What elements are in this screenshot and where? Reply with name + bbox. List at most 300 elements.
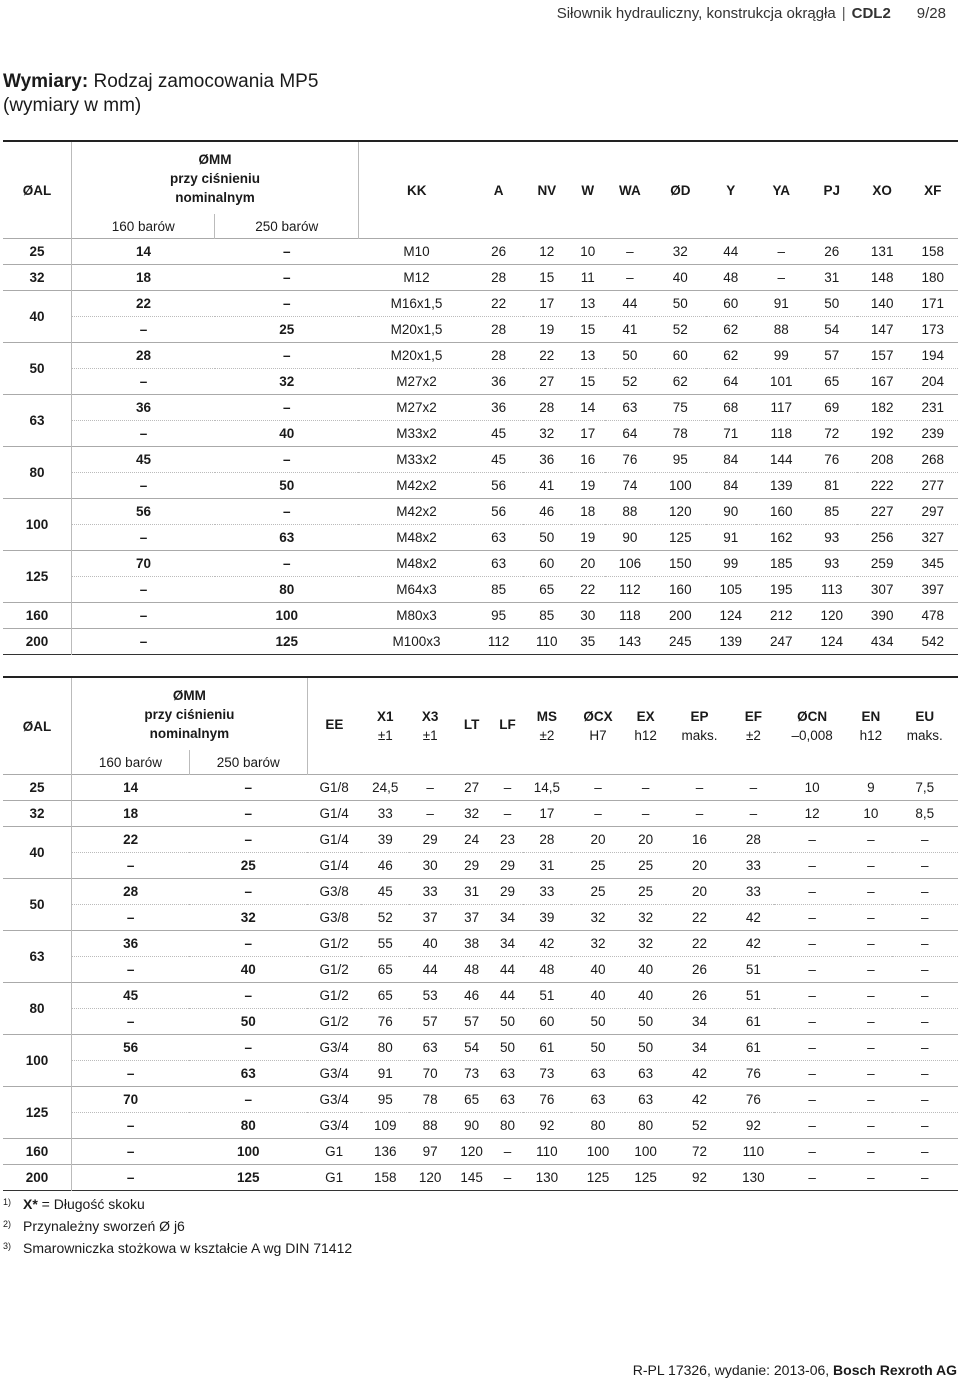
cell: – <box>215 551 358 577</box>
title-subline: (wymiary w mm) <box>3 95 142 116</box>
cell: 125 <box>625 1165 666 1191</box>
cell: 12 <box>523 239 571 265</box>
col-name: ØCN <box>797 709 828 724</box>
cell: – <box>892 1113 958 1139</box>
cell: 27 <box>451 775 492 801</box>
cell-al: 50 <box>3 879 72 931</box>
footer-brand: Bosch Rexroth AG <box>833 1362 957 1378</box>
cell: 33 <box>733 879 774 905</box>
cell: 63 <box>625 1087 666 1113</box>
cell: 44 <box>409 957 450 983</box>
cell: – <box>850 1035 891 1061</box>
cell: – <box>72 1165 190 1191</box>
cell: 85 <box>806 499 856 525</box>
cell: 32 <box>625 931 666 957</box>
cell: 53 <box>409 983 450 1009</box>
cell: – <box>892 905 958 931</box>
cell: – <box>72 1139 190 1165</box>
cell: – <box>625 775 666 801</box>
header-row <box>3 141 958 214</box>
cell: 14,5 <box>523 775 571 801</box>
cell: – <box>892 853 958 879</box>
cell: 10 <box>774 775 850 801</box>
header-col: XF <box>924 182 942 198</box>
cell: 70 <box>72 551 215 577</box>
cell: 65 <box>451 1087 492 1113</box>
cell: 51 <box>733 957 774 983</box>
cell: 48 <box>523 957 571 983</box>
cell: – <box>571 775 625 801</box>
cell: – <box>892 1035 958 1061</box>
cell: 185 <box>756 551 806 577</box>
cell: 95 <box>361 1087 409 1113</box>
cell: 28 <box>523 395 571 421</box>
cell: 109 <box>361 1113 409 1139</box>
cell: – <box>850 1139 891 1165</box>
cell: 46 <box>523 499 571 525</box>
cell: 80 <box>189 1113 307 1139</box>
header-mm <box>72 141 359 214</box>
cell: 12 <box>774 801 850 827</box>
footnote <box>3 1215 352 1237</box>
cell: 167 <box>857 369 907 395</box>
cell: 50 <box>655 291 705 317</box>
cell: M48x2 <box>358 551 474 577</box>
header-mm-line: przy ciśnieniu <box>169 170 260 186</box>
section-title <box>3 70 318 118</box>
cell: 28 <box>474 343 522 369</box>
cell: 22 <box>571 577 605 603</box>
page-footer <box>633 1362 957 1378</box>
cell: 48 <box>451 957 492 983</box>
cell: 13 <box>571 343 605 369</box>
cell: G1/2 <box>307 983 361 1009</box>
cell: 130 <box>523 1165 571 1191</box>
cell: G3/4 <box>307 1061 361 1087</box>
cell: 277 <box>907 473 958 499</box>
cell: 38 <box>451 931 492 957</box>
cell-al: 25 <box>3 775 72 801</box>
cell: 32 <box>523 421 571 447</box>
header-row <box>3 677 958 750</box>
cell: 100 <box>189 1139 307 1165</box>
cell: G3/8 <box>307 905 361 931</box>
cell: 204 <box>907 369 958 395</box>
cell: M42x2 <box>358 499 474 525</box>
cell: – <box>774 879 850 905</box>
cell: – <box>215 343 358 369</box>
cell: 145 <box>451 1165 492 1191</box>
cell: 22 <box>666 905 732 931</box>
cell: 93 <box>806 551 856 577</box>
cell: – <box>215 239 358 265</box>
cell: – <box>189 983 307 1009</box>
cell: 208 <box>857 447 907 473</box>
table-row <box>3 265 958 291</box>
cell: 148 <box>857 265 907 291</box>
cell: – <box>189 879 307 905</box>
cell: 118 <box>605 603 655 629</box>
header-mm-line: nominalnym <box>149 725 230 741</box>
cell: 64 <box>706 369 756 395</box>
cell: 542 <box>907 629 958 655</box>
cell: 54 <box>806 317 856 343</box>
table-row <box>3 1087 958 1113</box>
col-name: EN <box>861 709 881 724</box>
cell: 100 <box>655 473 705 499</box>
cell: 25 <box>571 879 625 905</box>
cell: 76 <box>806 447 856 473</box>
header-160: 160 barów <box>72 750 190 775</box>
cell: 26 <box>474 239 522 265</box>
header-col: W <box>581 182 595 198</box>
cell: – <box>774 1009 850 1035</box>
cell: 62 <box>706 317 756 343</box>
cell: – <box>850 983 891 1009</box>
cell: – <box>892 1009 958 1035</box>
cell: G1/8 <box>307 775 361 801</box>
cell: – <box>774 1139 850 1165</box>
cell: 80 <box>492 1113 522 1139</box>
table-row <box>3 827 958 853</box>
cell: – <box>215 265 358 291</box>
cell: 95 <box>655 447 705 473</box>
cell: – <box>892 1165 958 1191</box>
cell: 7,5 <box>892 775 958 801</box>
cell: 40 <box>655 265 705 291</box>
cell: 50 <box>571 1009 625 1035</box>
cell: 73 <box>451 1061 492 1087</box>
cell: 78 <box>655 421 705 447</box>
header-col <box>571 677 625 775</box>
cell: 157 <box>857 343 907 369</box>
cell: – <box>774 983 850 1009</box>
col-name: LT <box>463 716 480 732</box>
cell: 182 <box>857 395 907 421</box>
header-mm <box>72 677 308 750</box>
cell: 32 <box>189 905 307 931</box>
cell: 143 <box>605 629 655 655</box>
cell: – <box>189 1087 307 1113</box>
cell: – <box>72 525 215 551</box>
cell: – <box>892 879 958 905</box>
cell: 69 <box>806 395 856 421</box>
cell: 63 <box>571 1087 625 1113</box>
cell: 120 <box>451 1139 492 1165</box>
header-col <box>361 677 409 775</box>
cell: 130 <box>733 1165 774 1191</box>
table-row <box>3 957 958 983</box>
cell: 239 <box>907 421 958 447</box>
cell: 50 <box>492 1009 522 1035</box>
cell: 78 <box>409 1087 450 1113</box>
cell: 17 <box>571 421 605 447</box>
cell: 65 <box>806 369 856 395</box>
cell: 32 <box>451 801 492 827</box>
header-col: PJ <box>823 182 840 198</box>
cell: 42 <box>523 931 571 957</box>
cell: – <box>72 421 215 447</box>
cell: 139 <box>706 629 756 655</box>
cell: 52 <box>666 1113 732 1139</box>
cell: 124 <box>806 629 856 655</box>
cell: 80 <box>215 577 358 603</box>
cell-al: 125 <box>3 1087 72 1139</box>
cell: 90 <box>451 1113 492 1139</box>
cell: 144 <box>756 447 806 473</box>
cell: 45 <box>72 983 190 1009</box>
cell: 40 <box>571 983 625 1009</box>
cell: 28 <box>733 827 774 853</box>
cell: 50 <box>806 291 856 317</box>
cell: 26 <box>666 957 732 983</box>
header-col <box>492 677 522 775</box>
cell: 39 <box>523 905 571 931</box>
cell: – <box>774 1113 850 1139</box>
cell: M10 <box>358 239 474 265</box>
cell: 80 <box>361 1035 409 1061</box>
cell-al: 100 <box>3 1035 72 1087</box>
cell: – <box>72 369 215 395</box>
table-row <box>3 317 958 343</box>
table-row <box>3 551 958 577</box>
cell: 110 <box>523 629 571 655</box>
cell: 30 <box>409 853 450 879</box>
cell: 101 <box>756 369 806 395</box>
cell: 29 <box>409 827 450 853</box>
cell: – <box>72 905 190 931</box>
cell: 63 <box>625 1061 666 1087</box>
cell: 52 <box>655 317 705 343</box>
cell: 268 <box>907 447 958 473</box>
cell: 63 <box>409 1035 450 1061</box>
cell-al: 63 <box>3 931 72 983</box>
cell: 16 <box>571 447 605 473</box>
cell: 40 <box>625 957 666 983</box>
cell: 33 <box>361 801 409 827</box>
cell: – <box>850 827 891 853</box>
cell: 150 <box>655 551 705 577</box>
cell: 120 <box>806 603 856 629</box>
header-mm-line: ØMM <box>198 151 232 167</box>
cell: – <box>605 265 655 291</box>
cell: 434 <box>857 629 907 655</box>
cell: 76 <box>361 1009 409 1035</box>
table-row <box>3 1113 958 1139</box>
dimensions-table-1 <box>3 140 958 655</box>
cell: 57 <box>451 1009 492 1035</box>
cell: 124 <box>706 603 756 629</box>
col-tolerance: maks. <box>681 728 718 743</box>
cell: – <box>892 983 958 1009</box>
col-name: X3 <box>421 709 439 724</box>
header-col: ØD <box>670 182 691 198</box>
col-tolerance: maks. <box>906 728 943 743</box>
col-name: EX <box>636 709 655 724</box>
cell-al: 32 <box>3 265 72 291</box>
cell: 32 <box>655 239 705 265</box>
cell: M80x3 <box>358 603 474 629</box>
cell: 158 <box>907 239 958 265</box>
cell: 70 <box>409 1061 450 1087</box>
cell: 72 <box>666 1139 732 1165</box>
cell-al: 25 <box>3 239 72 265</box>
cell: – <box>625 801 666 827</box>
cell: 25 <box>625 879 666 905</box>
cell: 50 <box>625 1009 666 1035</box>
table-row <box>3 525 958 551</box>
cell: – <box>666 775 732 801</box>
cell: 80 <box>625 1113 666 1139</box>
cell: 22 <box>72 827 190 853</box>
cell: 91 <box>706 525 756 551</box>
cell: 147 <box>857 317 907 343</box>
cell: 42 <box>666 1061 732 1087</box>
cell: 26 <box>806 239 856 265</box>
footnote-text: = Długość skoku <box>37 1196 145 1212</box>
col-name: X1 <box>377 709 394 724</box>
cell-al: 160 <box>3 603 72 629</box>
cell-al: 80 <box>3 447 72 499</box>
cell: 34 <box>492 931 522 957</box>
col-tolerance: ±2 <box>745 728 761 743</box>
cell-al: 80 <box>3 983 72 1035</box>
table-row <box>3 603 958 629</box>
cell: 40 <box>215 421 358 447</box>
cell: M48x2 <box>358 525 474 551</box>
header-separator: | <box>841 4 846 22</box>
cell: M16x1,5 <box>358 291 474 317</box>
cell: – <box>850 931 891 957</box>
cell: – <box>892 931 958 957</box>
footnote <box>3 1237 352 1259</box>
cell: 90 <box>706 499 756 525</box>
col-name: EF <box>744 709 763 724</box>
cell: 10 <box>850 801 891 827</box>
cell: – <box>774 1165 850 1191</box>
cell: 65 <box>361 957 409 983</box>
cell: 10 <box>571 239 605 265</box>
cell: – <box>409 801 450 827</box>
cell: 85 <box>523 603 571 629</box>
cell: 88 <box>605 499 655 525</box>
cell: 345 <box>907 551 958 577</box>
cell: 180 <box>907 265 958 291</box>
cell: 65 <box>523 577 571 603</box>
table-row <box>3 629 958 655</box>
cell: 110 <box>733 1139 774 1165</box>
cell: 42 <box>666 1087 732 1113</box>
cell: 44 <box>605 291 655 317</box>
cell: 17 <box>523 801 571 827</box>
cell: 88 <box>756 317 806 343</box>
col-name: EP <box>690 709 709 724</box>
cell: 39 <box>361 827 409 853</box>
cell: – <box>72 473 215 499</box>
cell: 42 <box>733 931 774 957</box>
cell: 256 <box>857 525 907 551</box>
cell: 245 <box>655 629 705 655</box>
cell: 76 <box>733 1061 774 1087</box>
page-number: 9/28 <box>916 4 946 22</box>
cell: 22 <box>474 291 522 317</box>
cell: – <box>72 957 190 983</box>
col-name: MS <box>536 709 558 724</box>
cell: – <box>850 1061 891 1087</box>
cell: 15 <box>571 369 605 395</box>
cell: 478 <box>907 603 958 629</box>
cell: 45 <box>72 447 215 473</box>
cell: 65 <box>361 983 409 1009</box>
cell: 20 <box>625 827 666 853</box>
cell: 34 <box>666 1009 732 1035</box>
cell-al: 100 <box>3 499 72 551</box>
cell: 28 <box>72 879 190 905</box>
cell: – <box>850 1165 891 1191</box>
cell: 106 <box>605 551 655 577</box>
cell: 54 <box>451 1035 492 1061</box>
cell: 84 <box>706 447 756 473</box>
cell: M64x3 <box>358 577 474 603</box>
cell: 160 <box>655 577 705 603</box>
col-name: EE <box>325 716 344 732</box>
cell: 28 <box>474 317 522 343</box>
table-row <box>3 879 958 905</box>
cell: – <box>605 239 655 265</box>
cell: 19 <box>523 317 571 343</box>
table-row <box>3 369 958 395</box>
cell: 51 <box>733 983 774 1009</box>
cell: 22 <box>666 931 732 957</box>
cell: 40 <box>409 931 450 957</box>
cell: G1/4 <box>307 801 361 827</box>
header-mm-line: ØMM <box>172 687 206 703</box>
col-name: LF <box>499 716 516 732</box>
cell: 397 <box>907 577 958 603</box>
cell: 14 <box>72 775 190 801</box>
col-tolerance: ±1 <box>422 728 438 743</box>
cell: 57 <box>806 343 856 369</box>
table-row <box>3 905 958 931</box>
header-al: ØAL <box>3 141 72 239</box>
col-tolerance: h12 <box>634 728 657 743</box>
table-row <box>3 395 958 421</box>
series-name: CDL2 <box>851 4 891 22</box>
cell: G1 <box>307 1139 361 1165</box>
cell: 36 <box>72 395 215 421</box>
cell: 61 <box>523 1035 571 1061</box>
cell: 71 <box>706 421 756 447</box>
cell: 56 <box>474 499 522 525</box>
cell: 20 <box>666 879 732 905</box>
header-col: A <box>493 182 504 198</box>
cell: 31 <box>806 265 856 291</box>
cell: 75 <box>655 395 705 421</box>
cell: 18 <box>571 499 605 525</box>
cell: 15 <box>571 317 605 343</box>
cell: 93 <box>806 525 856 551</box>
cell: 40 <box>571 957 625 983</box>
cell: – <box>189 931 307 957</box>
cell: – <box>774 827 850 853</box>
table-row <box>3 239 958 265</box>
cell: 125 <box>655 525 705 551</box>
cell: 60 <box>523 1009 571 1035</box>
cell: – <box>774 905 850 931</box>
cell: 9 <box>850 775 891 801</box>
cell: 32 <box>625 905 666 931</box>
cell: 14 <box>72 239 215 265</box>
